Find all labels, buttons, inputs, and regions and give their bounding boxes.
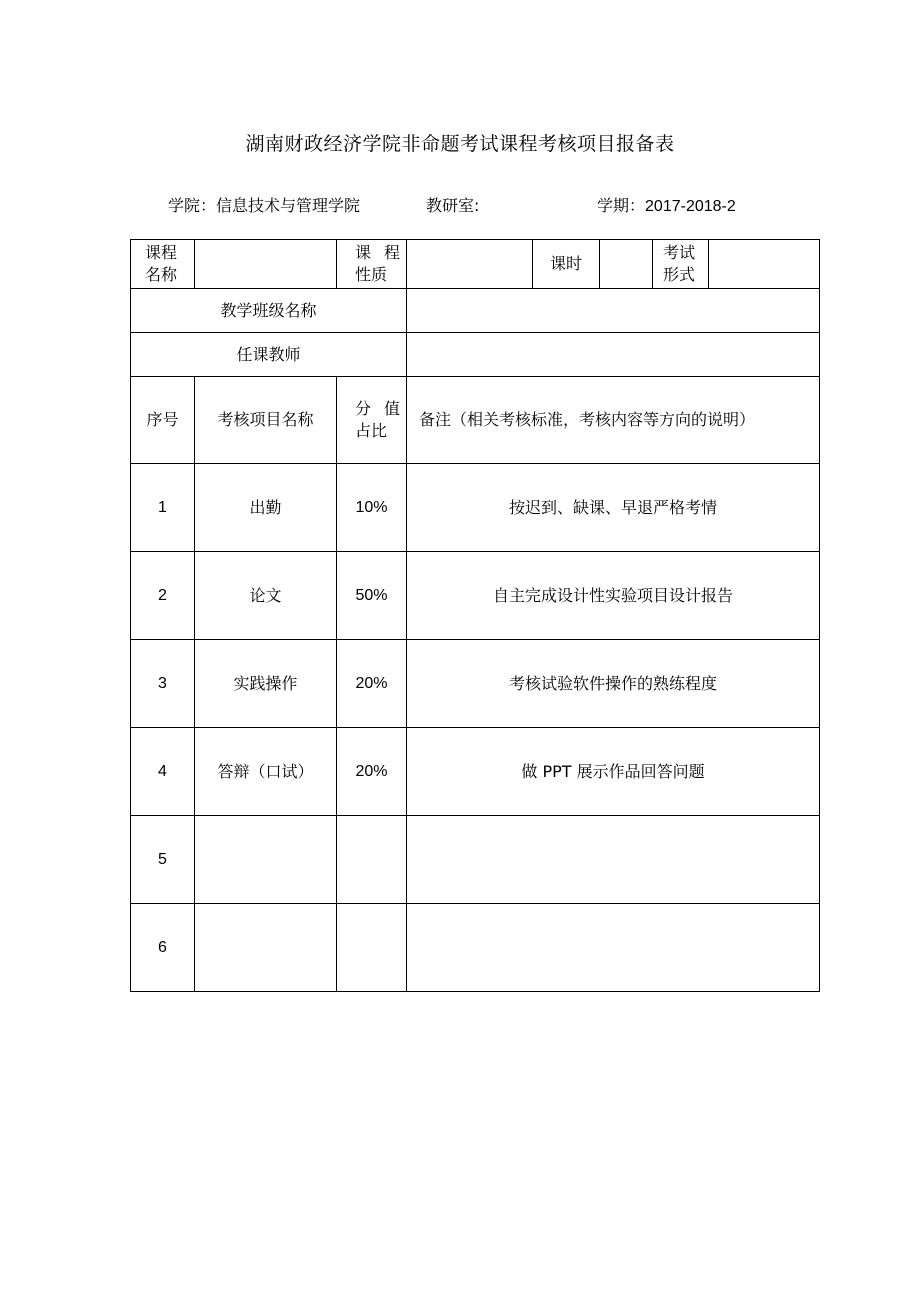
class-name-row [131, 289, 820, 333]
course-name-label-line1: 课程 [145, 243, 178, 262]
assessment-form-table [130, 239, 820, 992]
table-row [131, 640, 820, 728]
row-weight[interactable]: 20% [337, 728, 407, 816]
column-header-row [131, 377, 820, 464]
course-type-value[interactable] [407, 240, 533, 289]
exam-form-label-line2: 形式 [663, 265, 696, 284]
table-row [131, 816, 820, 904]
row-item[interactable]: 出勤 [195, 464, 337, 552]
course-name-label [131, 240, 195, 289]
col-header-note: 备注（相关考核标准，考核内容等方向的说明） [407, 377, 820, 464]
teacher-value[interactable] [407, 333, 820, 377]
course-type-label-line1: 课 程 [355, 243, 400, 262]
row-index: 5 [131, 816, 195, 904]
course-name-label-line2: 名称 [145, 265, 178, 284]
col-header-item: 考核项目名称 [195, 377, 337, 464]
class-name-label: 教学班级名称 [131, 289, 407, 333]
row-weight[interactable]: 20% [337, 640, 407, 728]
row-index: 1 [131, 464, 195, 552]
teacher-row [131, 333, 820, 377]
row-note[interactable]: 考核试验软件操作的熟练程度 [407, 640, 820, 728]
row-item[interactable]: 实践操作 [195, 640, 337, 728]
table-row [131, 464, 820, 552]
course-info-row [131, 240, 820, 289]
course-type-label [337, 240, 407, 289]
class-name-value[interactable] [407, 289, 820, 333]
term-value: 2017-2018-2 [645, 198, 736, 215]
row-index: 2 [131, 552, 195, 640]
row-index: 4 [131, 728, 195, 816]
hours-label: 课时 [533, 240, 600, 289]
teaching-office-label: 教研室: [426, 196, 480, 215]
row-weight[interactable]: 50% [337, 552, 407, 640]
table-row [131, 728, 820, 816]
row-note[interactable]: 做 PPT 展示作品回答问题 [407, 728, 820, 816]
col-header-weight [337, 377, 407, 464]
college-label: 学院：信息技术与管理学院 [168, 196, 361, 215]
row-item[interactable]: 答辩（口试） [195, 728, 337, 816]
course-name-value[interactable] [195, 240, 337, 289]
term-field [597, 193, 736, 216]
row-weight[interactable] [337, 816, 407, 904]
term-label: 学期： [597, 196, 646, 215]
row-note[interactable] [407, 816, 820, 904]
col-header-weight-line1: 分 值 [355, 399, 400, 418]
exam-form-label-line1: 考试 [663, 243, 696, 262]
col-header-weight-line2: 占比 [355, 421, 388, 440]
col-header-index: 序号 [131, 377, 195, 464]
exam-form-value[interactable] [709, 240, 820, 289]
row-note[interactable]: 自主完成设计性实验项目设计报告 [407, 552, 820, 640]
exam-form-label [653, 240, 709, 289]
row-weight[interactable] [337, 904, 407, 992]
row-weight[interactable]: 10% [337, 464, 407, 552]
row-item[interactable] [195, 816, 337, 904]
row-note[interactable]: 按迟到、缺课、早退严格考情 [407, 464, 820, 552]
hours-value[interactable] [600, 240, 653, 289]
course-type-label-line2: 性质 [355, 265, 388, 284]
form-title: 湖南财政经济学院非命题考试课程考核项目报备表 [245, 133, 675, 155]
row-index: 6 [131, 904, 195, 992]
teacher-label: 任课教师 [131, 333, 407, 377]
row-item[interactable]: 论文 [195, 552, 337, 640]
table-row [131, 552, 820, 640]
table-row [131, 904, 820, 992]
row-item[interactable] [195, 904, 337, 992]
row-note[interactable] [407, 904, 820, 992]
row-index: 3 [131, 640, 195, 728]
